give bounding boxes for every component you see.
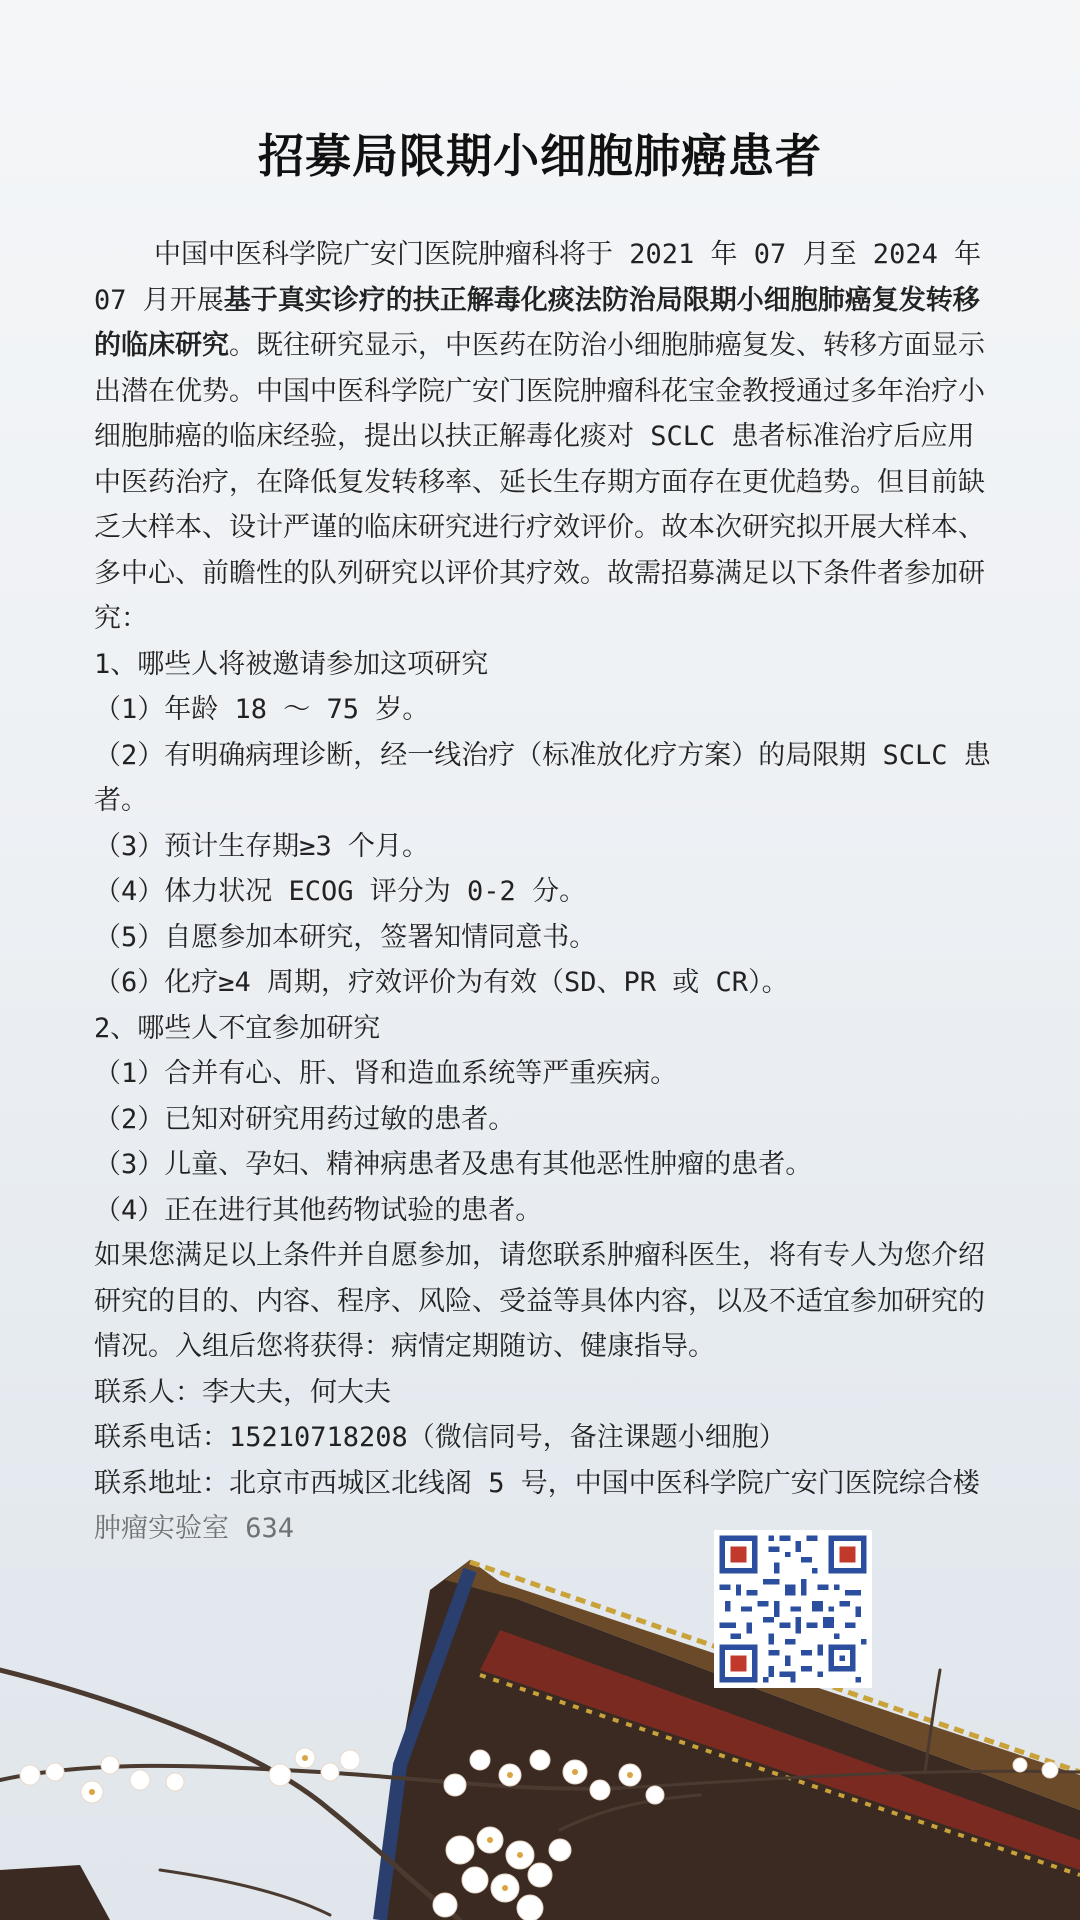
qr-finder-top-left [719,1535,757,1573]
intro-text-1: 中国中医科学院广安门医院肿瘤科将于 2021 年 07 月至 2024 年 07 月开展 [94,239,982,316]
closing-paragraph: 如果您满足以上条件并自愿参加，请您联系肿瘤科医生，将有专人为您介绍研究的目的、内容、程序、风险、受益等具体内容，以及不适宜参加研究的情况。入组后您将获得：病情定期随访、健康指导。 [94,1240,985,1362]
inclusion-item: （6）化疗≥4 周期，疗效评价为有效（SD、PR 或 CR）。 [94,967,789,998]
exclusion-item: （4）正在进行其他药物试验的患者。 [94,1194,543,1226]
inclusion-item: （1）年龄 18 ～ 75 岁。 [94,694,430,725]
contact-phone[interactable]: 联系电话：15210718208（微信同号，备注课题小细胞） [94,1422,786,1453]
temple-roof-blossom-scene [0,1510,1080,1920]
study-title-bold: 基于真实诊疗的扶正解毒化痰法防治局限期小细胞肺癌复发转移的临床研究 [94,284,980,361]
inclusion-item: （2）有明确病理诊断，经一线治疗（标准放化疗方案）的局限期 SCLC 患者。 [94,739,991,816]
contact-address: 联系地址：北京市西城区北线阁 5 号，中国中医科学院广安门医院综合楼肿瘤实验室 634 [94,1467,980,1544]
exclusion-item: （2）已知对研究用药过敏的患者。 [94,1103,516,1135]
exclusion-item: （1）合并有心、肝、肾和造血系统等严重疾病。 [94,1058,678,1089]
inclusion-heading: 1、哪些人将被邀请参加这项研究 [94,648,489,680]
inclusion-item: （4）体力状况 ECOG 评分为 0-2 分。 [94,876,587,907]
qr-code[interactable] [714,1530,872,1688]
intro-text-2: 。既往研究显示，中医药在防治小细胞肺癌复发、转移方面显示出潜在优势。中国中医科学院广安门医院肿瘤科花宝金教授通过多年治疗小细胞肺癌的临床经验，提出以扶正解毒化痰对 SCLC 患者标准治疗后应用中医药治疗，在降低复发转移率、延长生存期方面存在更优趋势。但目前缺乏大样本、设计严谨的临床研究进行疗效评价。故本次研究拟开展大样本、多中心、前瞻性的队列研究以评价其疗效。故需招募满足以下条件者参加研究： [94,330,985,634]
qr-finder-bottom-left [719,1644,757,1682]
inclusion-item: （5）自愿参加本研究，签署知情同意书。 [94,921,597,953]
inclusion-item: （3）预计生存期≥3 个月。 [94,830,430,862]
recruitment-body [94,232,994,1552]
contact-person: 联系人：李大夫，何大夫 [94,1376,391,1408]
intro-paragraph [94,232,994,642]
qr-finder-top-right [828,1535,866,1573]
exclusion-item: （3）儿童、孕妇、精神病患者及患有其他恶性肿瘤的患者。 [94,1149,813,1180]
exclusion-heading: 2、哪些人不宜参加研究 [94,1012,381,1044]
page-title: 招募局限期小细胞肺癌患者 [258,129,822,183]
